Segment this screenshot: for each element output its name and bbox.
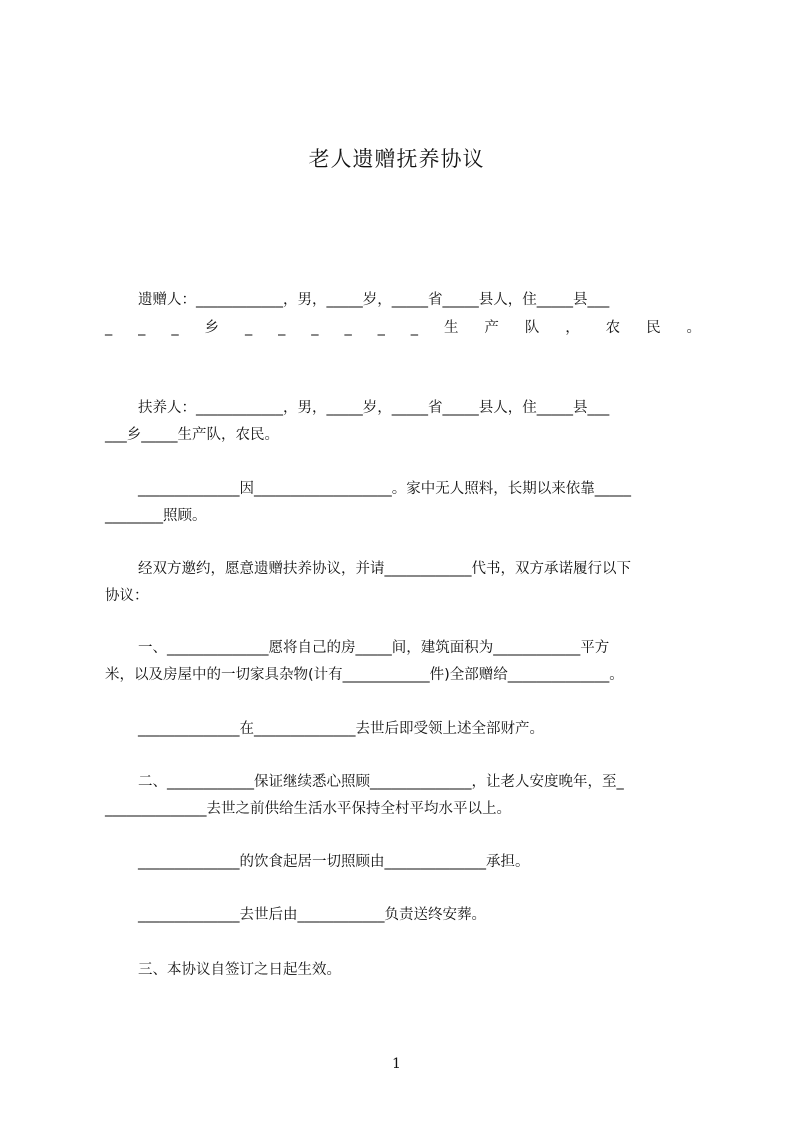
donor-line-2-char: _: [105, 320, 113, 336]
donor-line-2-char: _: [171, 320, 179, 336]
donor-line-2-char: 农: [605, 320, 621, 336]
clause-2b: ______________的饮食起居一切照顾由______________承担。: [138, 854, 530, 870]
document-title: 老人遗赠抚养协议: [308, 147, 485, 171]
donor-line-2-char: 队: [524, 320, 540, 336]
supporter-line-1: 扶养人：____________，男，_____岁，_____省_____县人，住_____县___: [138, 400, 610, 416]
donor-line-2-char: _: [138, 320, 146, 336]
clause-2c: ______________去世后由____________负责送终安葬。: [138, 907, 486, 923]
clause-2-line-1: 二、____________保证继续悉心照顾______________，让老人安度晚年，至_: [138, 774, 624, 790]
donor-line-2-char: 。: [686, 320, 701, 336]
donor-line-2-char: 民: [646, 320, 661, 336]
donor-line-2-char: _: [344, 320, 352, 336]
donor-line-2: [105, 318, 701, 338]
clause-1b: ______________在______________去世后即受领上述全部财产。: [138, 721, 544, 737]
donor-line-2-char: _: [377, 320, 385, 336]
donor-line-2-char: _: [278, 320, 286, 336]
donor-line-2-char: _: [410, 320, 419, 336]
donor-line-1: 遗赠人：____________，男，_____岁，_____省_____县人，住_____县___: [138, 292, 610, 308]
supporter-line-2: ___乡_____生产队，农民。: [105, 427, 279, 443]
agreement-line-1: 经双方邀约，愿意遗赠扶养协议，并请____________代书，双方承诺履行以下: [138, 561, 631, 577]
donor-line-2-char: 乡: [204, 320, 220, 336]
donor-line-2-char: ，: [565, 320, 580, 336]
page-number: 1: [392, 1056, 401, 1072]
donor-line-2-char: 生: [443, 320, 459, 336]
clause-1-line-2: 米，以及房屋中的一切家具杂物(计有____________件)全部赠给______________。: [105, 667, 624, 683]
donor-line-2-char: _: [311, 320, 319, 336]
clause-1-line-1: 一、______________愿将自己的房_____间，建筑面积为____________平方: [138, 640, 610, 656]
clause-3: 三、本协议自签订之日起生效。: [138, 962, 341, 978]
reason-line-2: ________照顾。: [105, 508, 207, 524]
reason-line-1: ______________因___________________。家中无人照料，长期以来依靠_____: [138, 481, 631, 497]
clause-2-line-2: ______________去世之前供给生活水平保持全村平均水平以上。: [105, 801, 511, 817]
agreement-line-2: 协议：: [105, 588, 149, 604]
donor-line-2-char: _: [244, 320, 253, 336]
donor-line-2-char: 产: [484, 320, 499, 336]
